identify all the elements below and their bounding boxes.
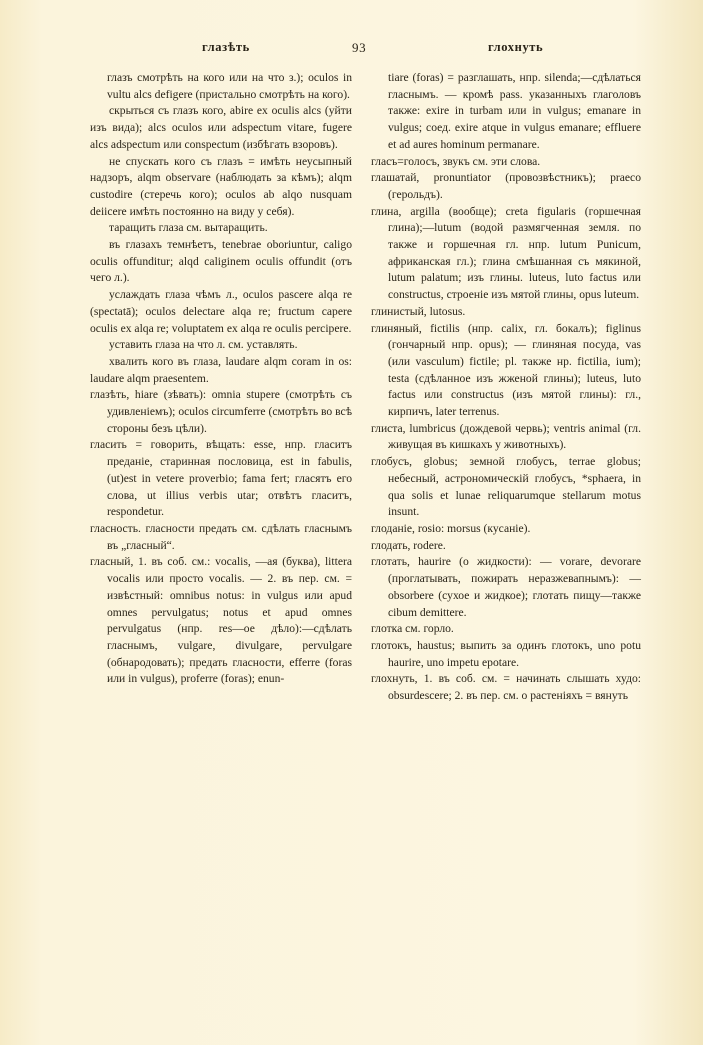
dictionary-entry: глинистый, lutosus. bbox=[371, 304, 466, 318]
dictionary-subentry: хвалить кого въ глаза, laudare alqm coram in os: laudare alqm praesentem. bbox=[90, 354, 352, 385]
dictionary-entry: глиста, lumbricus (дождевой червь); ventris animal (гл. живущая въ кишкахъ у животныхъ). bbox=[371, 421, 641, 452]
dictionary-entry: гласить = говорить, вѣщать: esse, нпр. гласитъ преданіе, старинная пословица, est in fabulis, (ut)est in vetere proverbio; fama fert; гласятъ его слова, ut illius verbis utar; отвѣтъ гласитъ, respondetur. bbox=[90, 438, 352, 519]
dictionary-entry: гласный, 1. въ соб. см.: vocalis, —ая (буква), littera vocalis или просто vocalis. — 2. въ пер. см. = извѣстный: omnibus notus: in vulgus или apud omnes pervulgatus; notus et apud omnes pervulgatus (нпр. res—ое дѣло):—сдѣлать гласнымъ, vulgare, divulgare, pervulgare (обнародовать); предать гласности, efferre (foras или in vulgus), proferre (foras); enun- bbox=[90, 555, 352, 686]
left-column bbox=[90, 70, 352, 688]
running-header bbox=[0, 40, 703, 60]
dictionary-entry: гласность. гласности предать см. сдѣлать гласнымъ въ „гласный“. bbox=[90, 521, 352, 552]
dictionary-subentry: не спускать кого съ глазъ = имѣть неусыпный надзоръ, alqm observare (наблюдать за кѣмъ); alqm custodire (стеречь кого); oculos ab alqo nusquam deiicere имѣть постоянно на виду у себя). bbox=[90, 154, 352, 218]
dictionary-entry: глиняный, fictilis (нпр. calix, гл. бокалъ); figlinus (гончарный нпр. opus); — глиняная посуда, vas (или vasculum) fictile; pl. также нр. fictilia, ium); testa (сдѣланное изъ жженой глины); luteus, luto factus или constructus (изъ мятой глины): гл., кирпичъ, later terrenus. bbox=[371, 321, 641, 419]
dictionary-entry: глохнуть, 1. въ соб. см. = начинать слышать худо: obsurdescere; 2. въ пер. см. о растеніяхъ = вянуть bbox=[371, 672, 641, 703]
dictionary-entry: глотокъ, haustus; выпить за одинъ глотокъ, uno potu haurire, uno impetu epotare. bbox=[371, 638, 641, 669]
dictionary-entry: глотка см. горло. bbox=[371, 622, 454, 636]
dictionary-entry: tiare (foras) = разглашать, нпр. silenda;—сдѣлаться гласнымъ. — кромѣ pass. указанныхъ глаголовъ также: exire in turbam или in vulgus; emanare in vulgus; соед. exire atque in vulgus emanare; effluere et ad aures hominum permanare. bbox=[388, 71, 641, 151]
dictionary-entry: глотать, haurire (о жидкости): — vorare, devorare (проглатывать, пожирать неразжевапнымъ): — obsorbere (сухое и жидкое); глотать пищу—также cibum demittere. bbox=[371, 555, 641, 619]
dictionary-subentry: услаждать глаза чѣмъ л., oculos pascere alqa re (spectatā); oculos delectare alqa re; fructum capere oculis ex alqa re; voluptatem ex alqa re oculis percipere. bbox=[90, 288, 352, 335]
dictionary-subentry: въ глазахъ темнѣетъ, tenebrae oboriuntur, caligo oculis offunditur; alqd caliginem oculis offundit (отъ чего л.). bbox=[90, 238, 352, 285]
dictionary-entry: глодать, rodere. bbox=[371, 538, 446, 552]
header-left-word: глазѣть bbox=[202, 40, 250, 54]
dictionary-subentry: уставить глаза на что л. см. уставлять. bbox=[109, 338, 298, 352]
page-number: 93 bbox=[352, 40, 367, 55]
dictionary-entry: глоданіе, rosio: morsus (кусаніе). bbox=[371, 521, 531, 535]
dictionary-entry: глазѣть, hiare (зѣвать): omnia stupere (смотрѣть съ удивленіемъ); oculos circumferre (смотрѣть во всѣ стороны безъ цѣли). bbox=[90, 388, 352, 435]
dictionary-entry: глобусъ, globus; земной глобусъ, terrae globus; небесный, астрономическій глобусъ, *sphaera, in qua solis et lunae reliquarumque stellarum motus insunt. bbox=[371, 455, 641, 519]
dictionary-entry: глазъ смотрѣть на кого или на что з.); oculos in vultu alcs defigere (пристально смотрѣть на кого). bbox=[107, 71, 352, 101]
dictionary-entry: гласъ=голосъ, звукъ см. эти слова. bbox=[371, 154, 541, 168]
dictionary-entry: глина, argilla (вообще); creta figularis (горшечная глина);—lutum (водой размягченная земля. по также и горшечная гл. нпр. lutum Punicum, африканская гл.); глина смѣшанная съ мякиной, lutum palatum; изъ глины. luteus, luto factus или constructus, строеніе изъ мятой глины, opus luteum. bbox=[371, 204, 641, 302]
right-column bbox=[371, 70, 641, 705]
dictionary-subentry: скрыться съ глазъ кого, abire ex oculis alcs (уйти изъ вида); alcs oculos или adspectum vitare, fugere alcs adspectum или conspectum (избѣгать взоровъ). bbox=[90, 104, 352, 151]
dictionary-entry: глашатай, pronuntiator (провозвѣстникъ); praeco (герольдъ). bbox=[371, 171, 641, 201]
header-right-word: глохнуть bbox=[488, 40, 544, 54]
dictionary-subentry: таращить глаза см. вытаращить. bbox=[109, 221, 268, 235]
